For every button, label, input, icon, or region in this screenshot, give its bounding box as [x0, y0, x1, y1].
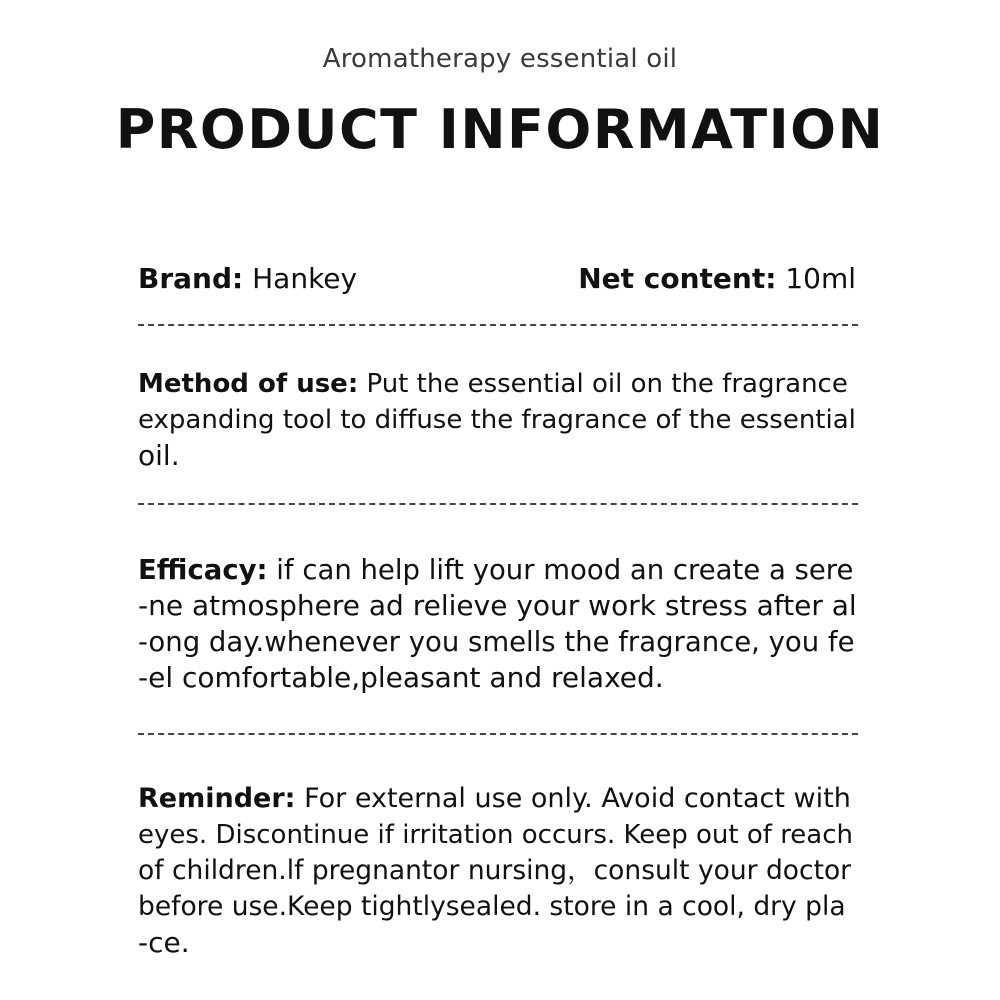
method-line-1 [138, 366, 856, 402]
efficacy-text: if can help lift your mood an create a sere [276, 554, 854, 586]
net-content-label: Net content: [578, 262, 777, 295]
net-content-value: 10ml [785, 262, 856, 295]
efficacy-line-2: -ne atmosphere ad relieve your work stress after al [138, 589, 857, 622]
divider-2 [138, 503, 858, 505]
page-title: PRODUCT INFORMATION [115, 98, 885, 161]
reminder-line-5: -ce. [138, 926, 190, 959]
reminder-label: Reminder: [138, 783, 296, 814]
divider-1 [138, 324, 858, 326]
reminder-line-1 [138, 781, 856, 817]
method-line-3: oil. [138, 439, 180, 472]
reminder-text: For external use only. Avoid contact with [304, 783, 851, 814]
brand-net-row [138, 262, 856, 295]
reminder-line-4: before use.Keep tightlysealed. store in a cool, dry pla [138, 891, 846, 922]
reminder-line-3: of children.lf pregnantor nursing，consult your doctor [138, 855, 852, 886]
method-of-use-section [138, 366, 856, 474]
reminder-line-2: eyes. Discontinue if irritation occurs. Keep out of reach [138, 820, 854, 850]
efficacy-line-4: -el comfortable,pleasant and relaxed. [138, 661, 664, 694]
method-text: Put the essential oil on the fragrance [366, 369, 848, 399]
efficacy-section [138, 552, 856, 696]
efficacy-line-3: -ong day.whenever you smells the fragrance, you fe [138, 626, 855, 658]
brand-label: Brand: [138, 262, 244, 295]
product-subtitle: Aromatherapy essential oil [322, 44, 678, 74]
efficacy-label: Efficacy: [138, 554, 268, 586]
divider-3 [138, 733, 858, 735]
net-content-field [578, 262, 856, 295]
method-line-2: expanding tool to diffuse the fragrance of the essential [138, 405, 856, 435]
brand-value: Hankey [252, 262, 358, 295]
brand-field [138, 262, 357, 295]
efficacy-line-1 [138, 552, 856, 588]
reminder-section [138, 781, 856, 961]
method-label: Method of use: [138, 369, 359, 399]
